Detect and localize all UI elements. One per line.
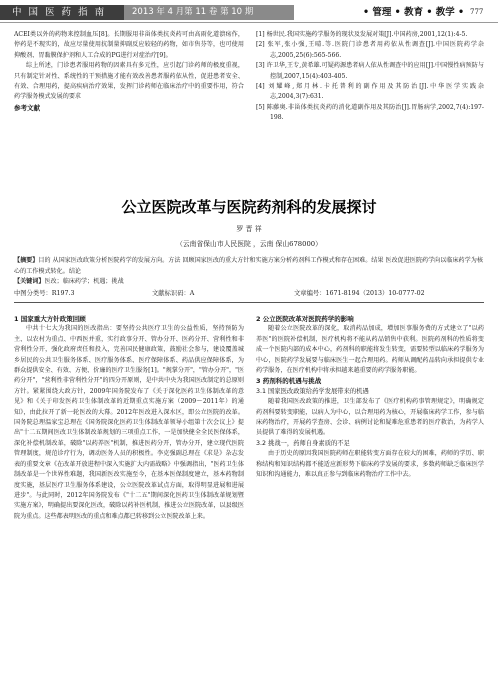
references-heading: 参考文献: [14, 103, 40, 112]
page-number: 777: [470, 8, 484, 16]
article-author: 罗 晋 祥: [236, 225, 262, 233]
reference-item: [5] 陈藤奥.非甾体类抗炎药的消化道副作用及其防治[J].胃肠病学,2002,7(4):197-198.: [256, 103, 484, 122]
body-left-column: [14, 314, 244, 674]
section-heading-1: 1 国家重大方针政策回顾: [14, 315, 86, 323]
previous-article-conclusion: 综上所述，门诊患者服用药物的因素具有多元性，应引起门诊药师的极度重视，只有制定针对性、系统性的干预措施才能有效改善患者服药依从性，促进患者安全、有效、合理用药，提高疾病治疗效果，发挥门诊药师在临床治疗中的重要作用，符合药学服务模式发展的要求: [14, 62, 244, 101]
body-paragraph: 中共十七大为我国的医改指出：要坚持公共医疗卫生的公益性质，坚持预防为主、以农村为重点、中西医并重，实行政事分开、管办分开、医药分开、营利性和非营利性分开，强化政府责任和投入，完善国民健康政策，鼓励社会参与，建设覆盖城乡居民的公共卫生服务体系、医疗服务体系、医疗保障体系、药品供应保障体系，为群众提供安全、有效、方便、价廉的医疗卫生服务[1]。"规掌分开"，"管办分开"，"医药分开"，"营利性非营利性分开"的四分开原则，是中共中央为我国医改制定的总原则方针。紧紧围绕大政方针，2009年国务院发布了《关于深化医药卫生体制改革的意见》和《关于印发医药卫生体制改革的近期重点实施方案（2009～2011年）的通知》，由此拉开了新一轮医改的大幕。2012年医改进入深水区，即公立医院的改革。国务院总理温家宝总理在《国务院深化医药卫生体制改革领导小组第十次会议上》提出"十二五期间医改卫生体制改革规划的三项重点工作，一是加快健全全民医保体系，深化补偿机制改革，破除"以药养医"机制，推进医药分开，管办分开，建立现代医院管理制度，规范诊疗行为，调动医务人员的积极性。李克强副总理在《求是》杂志发表的重要文章《在改革开放进程中深入实施扩大内需战略》中强调指出，"医药卫生体制改革是一个世界性难题，我国新医改实施至今，在基本医保制度建立，基本药物制度实施，基层医疗卫生服务体系建设，公立医院改革试点方面，取得明显进展和进展进步"。与此同时，2012年国务院发布《"十二五"期间深化医药卫生体制改革规划暨实施方案》，明确提出要深化医改，破除以药补医机制，推进公立医院改革，以县级医院为重点。这些都表明医改的重点和难点都已转移到公立医院改革上来。: [14, 325, 244, 520]
reference-item: [3] 许卫华,王专,黄希雄.可疑药源患者病人依从性调查中的应用[J].中国慢性病预防与控制,2007,15(4):403-405.: [256, 62, 484, 80]
abstract-paragraph: [14, 256, 484, 277]
abstract-text: 目的 从国家医改政策分析医院药学的发展方向。方法 回顾国家医改的重大方针和实施方案分析药剂科工作模式和存在困难。结果 医改促进医院药学向以临床药学为核心的工作模式转化。结论: [14, 257, 483, 275]
keywords-paragraph: [14, 277, 484, 288]
clc-number: 中图分类号：R197.3: [14, 290, 75, 297]
journal-header: [0, 0, 498, 23]
subsection-heading-3-2: 3.2 挑战一，药师自身素质的不足: [256, 439, 350, 447]
subsection-heading-3-1: 3.1 国家医改政策给药学发展带来的机遇: [256, 387, 369, 395]
author-affiliation: （云南省保山市人民医院 ，云南 保山678000）: [176, 240, 322, 248]
document-code: 文献标识码：A: [152, 290, 195, 297]
section-heading-3: 3 药剂科的机遇与挑战: [256, 377, 322, 386]
article-title: 公立医院改革与医院药剂科的发展探讨: [121, 198, 377, 216]
section-tag: • 管理 • 教育 • 教学 •: [363, 7, 465, 18]
body-right-column: [256, 314, 484, 674]
body-paragraph: 随着公立医院改革的深化，取消药品加成，增加医事服务费的方式建立了"以药养医"的医院补偿机制，医疗机构将不能从药品销售中获利。医院药剂科的性质将变成一个医院内部的成本中心，药剂科的职能将发生转变，需要转型以临床药学服务为中心，医院药学发展要与临床医生一起合理用药。药师从调配药品转向承担提供专业药学服务，在医疗机构中将承担越来越重要的药学服务职能。: [256, 325, 484, 375]
keywords-text: 医改；临床药学；机遇；挑战: [44, 278, 124, 286]
keywords-label: 【关键词】: [14, 278, 45, 286]
section-heading-2: 2 公立医院改革对医院药学的影响: [256, 315, 354, 323]
journal-name: 中 国 医 药 指 南: [0, 5, 124, 20]
reference-item: [2] 张军,张小强,王晴.等.医院门诊患者用药依从性调查[J].中国医院药学杂志,2005,25(6):565-566.: [256, 41, 484, 59]
meta-divider: [14, 302, 484, 303]
reference-list: [256, 30, 484, 190]
abstract-block: [14, 256, 484, 288]
previous-article-paragraph: ACEI类以外的药物来控制血压[8]。长期服用非甾体类抗炎药可由高雨化道溃疡作，停药是不现实的，故应尽量使用抗制量抑副反应较轻的药物，如市售芬等，也可使用抑酸剂、胃黏膜保护剂和人工合成的PG进行对症治疗[9]。: [14, 31, 244, 59]
previous-article-tail: [14, 30, 244, 190]
reference-item: [1] 杨世民.我国实施药学服务的现状及发展对策[J].中国药房,2001,12(1):4-5.: [256, 31, 468, 38]
abstract-label: 【摘要】: [14, 257, 39, 264]
issue-info: 2013 年 4 月第 11 卷 第 10 期: [124, 5, 294, 20]
body-paragraph: 由于历史的原因我国医院药师在职能转变方面存在较大的困难，药师的学历、职称结构和知识结构都不能适应新形势下临床药学发展的要求，多数药师缺乏临床医学知识和沟通能力，难以真正参与到临床药物治疗工作中去。: [256, 450, 484, 479]
article-number: 文章编号：1671-8194（2013）10-0777-02: [294, 290, 425, 297]
reference-item: [4] 刘耀峰,郑月林.卡托普利的副作用及其防治[J].中华医学实践杂志,2004,3(7):631.: [256, 83, 484, 101]
body-paragraph: 随着我国医改政策的推进，卫生部发布了《医疗机构药事管理规定》，明确规定药剂科要转变职能，以病人为中心，以合理用药为核心，开展临床药学工作，参与临床药物治疗，开展药学查房、会诊、病例讨论和疑难危重患者的医疗救治，为药学人员提供了难得的发展机遇。: [256, 398, 484, 437]
